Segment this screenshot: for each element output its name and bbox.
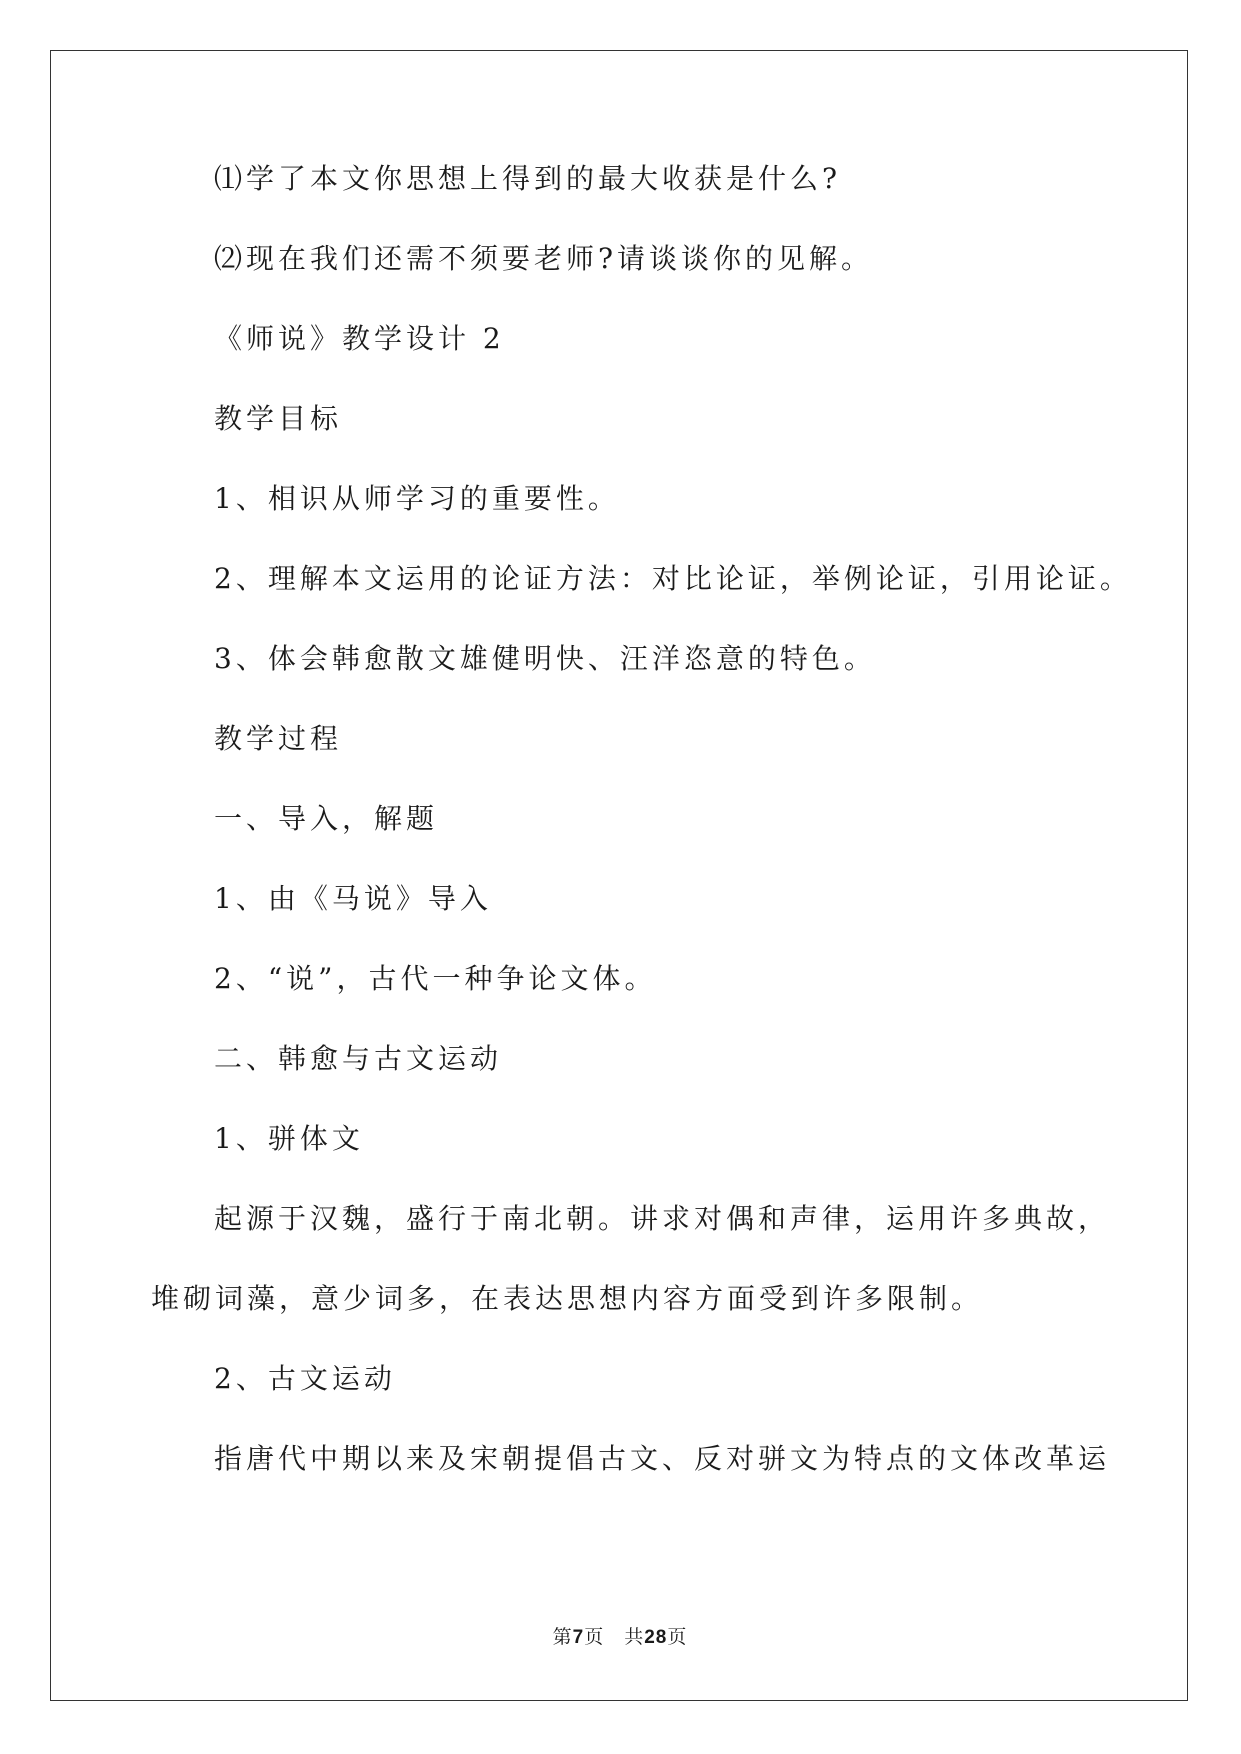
page-footer <box>51 1625 1189 1650</box>
footer-total-pages: 28 <box>644 1627 668 1648</box>
goal-item-1: 1、相识从师学习的重要性。 <box>214 482 620 515</box>
page-frame <box>50 50 1188 1701</box>
process-heading-2: 二、韩愈与古文运动 <box>214 1042 503 1075</box>
process-item-2-2: 2、古文运动 <box>214 1362 396 1395</box>
process-item-1-1: 1、由《马说》导入 <box>214 882 492 915</box>
paragraph-question-2: ⑵现在我们还需不须要老师?请谈谈你的见解。 <box>214 242 874 275</box>
heading-teaching-process: 教学过程 <box>214 722 343 755</box>
goal-item-2: 2、理解本文运用的论证方法：对比论证，举例论证，引用论证。 <box>214 562 1132 595</box>
footer-mid: 页 共 <box>584 1626 645 1648</box>
process-item-1-2: 2、“说”，古代一种争论文体。 <box>214 962 657 995</box>
footer-suffix: 页 <box>667 1626 688 1648</box>
footer-page-number: 7 <box>572 1627 585 1648</box>
paragraph-question-1: ⑴学了本文你思想上得到的最大收获是什么? <box>214 162 842 195</box>
process-heading-1: 一、导入，解题 <box>214 802 439 835</box>
goal-item-3: 3、体会韩愈散文雄健明快、汪洋恣意的特色。 <box>214 642 876 675</box>
paragraph-guwen-movement: 指唐代中期以来及宋朝提倡古文、反对骈文为特点的文体改革运 <box>214 1442 1111 1475</box>
section-title: 《师说》教学设计 2 <box>214 322 505 355</box>
process-item-2-1: 1、骈体文 <box>214 1122 364 1155</box>
paragraph-pianwen-line-1: 起源于汉魏，盛行于南北朝。讲求对偶和声律，运用许多典故， <box>214 1202 1111 1235</box>
paragraph-pianwen-line-2: 堆砌词藻，意少词多，在表达思想内容方面受到许多限制。 <box>151 1282 984 1315</box>
heading-teaching-goals: 教学目标 <box>214 402 343 435</box>
footer-prefix: 第 <box>552 1626 573 1648</box>
